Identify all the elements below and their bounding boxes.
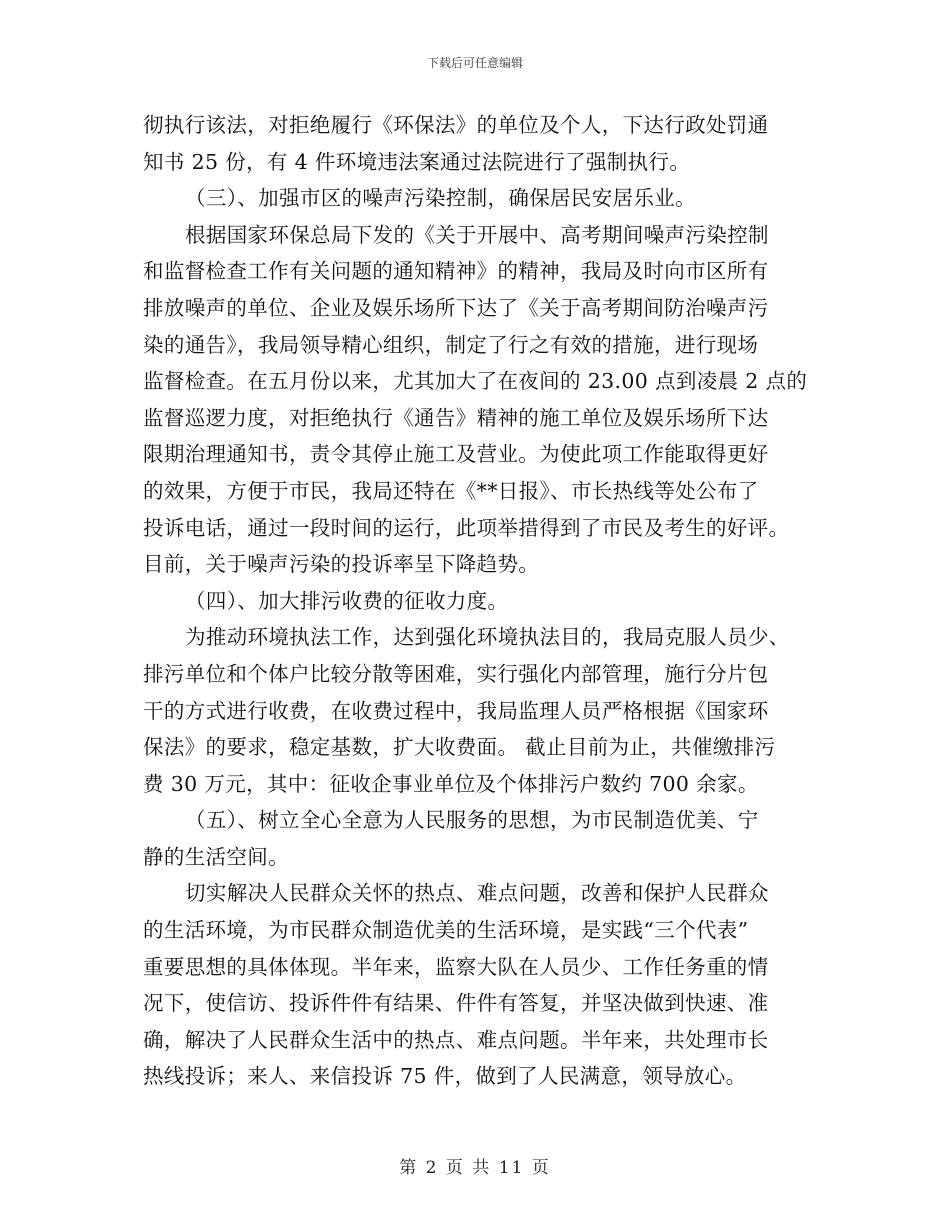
text-line: 费 30 万元，其中：征收企事业单位及个体排污户数约 700 余家。 bbox=[143, 771, 759, 796]
section-heading: （三）、加强市区的噪声污染控制，确保居民安居乐业。 bbox=[185, 186, 696, 211]
section-heading: （四）、加大排污收费的征收力度。 bbox=[185, 588, 509, 613]
text-line: 静的生活空间。 bbox=[143, 844, 289, 869]
text-line: 热线投诉；来人、来信投诉 75 件，做到了人民满意，领导放心。 bbox=[143, 1064, 747, 1089]
text-line: 排污单位和个体户比较分散等困难，实行强化内部管理，施行分片包 bbox=[143, 661, 769, 686]
text-line: 确，解决了人民群众生活中的热点、难点问题。半年来，共处理市长 bbox=[143, 1027, 769, 1052]
text-line: 和监督检查工作有关问题的通知精神》的精神，我局及时向市区所有 bbox=[143, 259, 769, 284]
paragraph-start-line: 根据国家环保总局下发的《关于开展中、高考期间噪声污染控制 bbox=[185, 222, 769, 247]
text-line: 的效果，方便于市民，我局还特在《**日报》、市长热线等处公布了 bbox=[143, 478, 759, 503]
paragraph-start-line: 切实解决人民群众关怀的热点、难点问题，改善和保护人民群众 bbox=[185, 881, 769, 906]
paragraph-start-line: 为推动环境执法工作，达到强化环境执法目的，我局克服人员少、 bbox=[185, 625, 790, 650]
text-line: 排放噪声的单位、企业及娱乐场所下达了《关于高考期间防治噪声污 bbox=[143, 295, 769, 320]
text-line: 限期治理通知书，责令其停止施工及营业。为使此项工作能取得更好 bbox=[143, 442, 769, 467]
text-line: 目前，关于噪声污染的投诉率呈下降趋势。 bbox=[143, 552, 540, 577]
text-line: 况下，使信访、投诉件件有结果、件件有答复，并坚决做到快速、准 bbox=[143, 991, 769, 1016]
text-line: 染的通告》，我局领导精心组织，制定了行之有效的措施，进行现场 bbox=[143, 332, 759, 357]
text-line: 彻执行该法，对拒绝履行《环保法》的单位及个人，下达行政处罚通 bbox=[143, 113, 769, 137]
page-number: 第 2 页 共 11 页 bbox=[399, 1158, 551, 1178]
text-line: 干的方式进行收费，在收费过程中，我局监理人员严格根据《国家环 bbox=[143, 698, 769, 723]
text-line: 保法》的要求，稳定基数，扩大收费面。 截止目前为止，共催缴排污 bbox=[143, 735, 776, 760]
text-line: 知书 25 份，有 4 件环境违法案通过法院进行了强制执行。 bbox=[143, 149, 691, 174]
section-heading: （五）、树立全心全意为人民服务的思想，为市民制造优美、宁 bbox=[185, 808, 759, 833]
page-header-note: 下载后可任意编辑 bbox=[426, 56, 523, 70]
text-line: 监督检查。在五月份以来，尤其加大了在夜间的 23.00 点到凌晨 2 点的 bbox=[143, 369, 808, 394]
text-line: 的生活环境，为市民群众制造优美的生活环境，是实践“三个代表” bbox=[143, 918, 749, 943]
text-line: 重要思想的具体体现。半年来，监察大队在人员少、工作任务重的情 bbox=[143, 954, 769, 979]
text-line: 投诉电话，通过一段时间的运行，此项举措得到了市民及考生的好评。 bbox=[143, 515, 790, 540]
document-body bbox=[143, 107, 815, 1095]
text-line: 监督巡逻力度，对拒绝执行《通告》精神的施工单位及娱乐场所下达 bbox=[143, 405, 769, 430]
